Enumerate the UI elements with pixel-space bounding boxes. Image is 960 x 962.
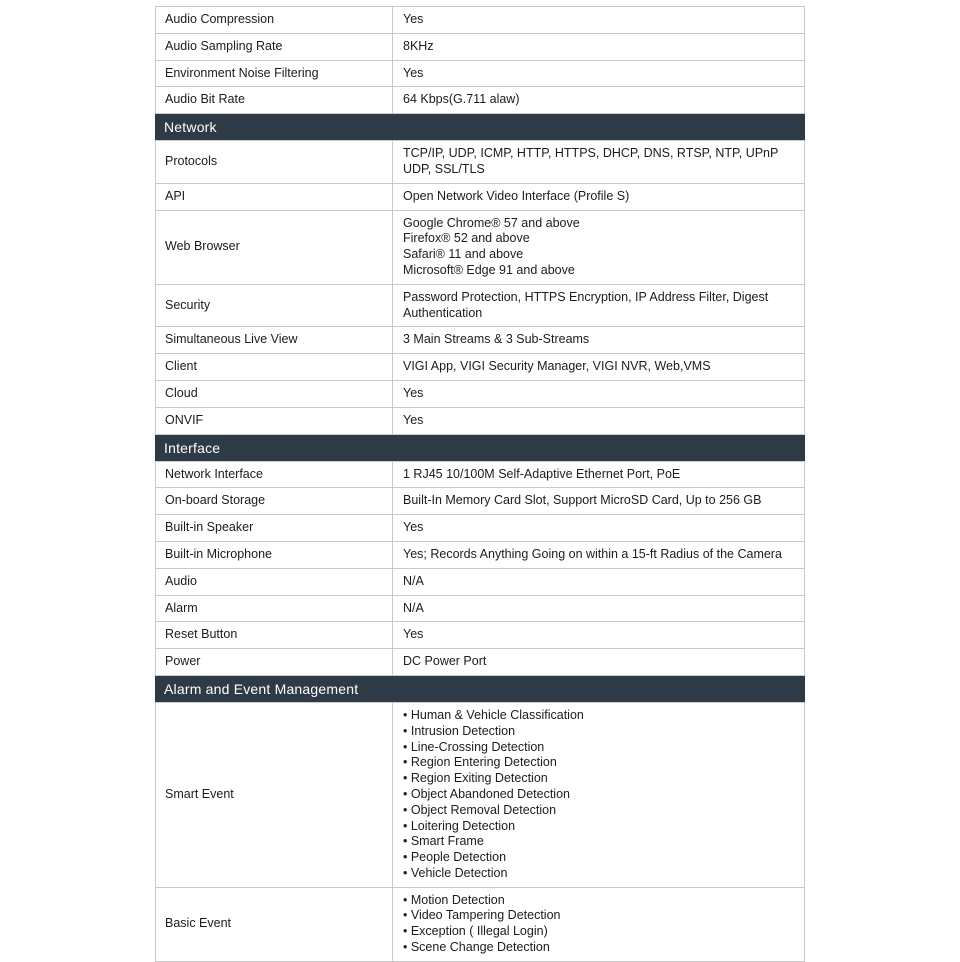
row-label: Reset Button xyxy=(156,622,393,648)
row-value: N/A xyxy=(403,600,424,615)
table-row xyxy=(155,621,805,649)
bullet-item: • Region Exiting Detection xyxy=(403,771,548,786)
table-row xyxy=(155,183,805,211)
row-value: 8KHz xyxy=(403,38,434,53)
bullet-item: • Vehicle Detection xyxy=(403,865,508,880)
row-label: Environment Noise Filtering xyxy=(156,61,393,87)
row-value: 3 Main Streams & 3 Sub-Streams xyxy=(403,332,590,347)
bullet-item: • People Detection xyxy=(403,850,507,865)
row-value: Yes xyxy=(403,12,424,26)
bullet-item: • Region Entering Detection xyxy=(403,755,557,770)
table-row xyxy=(155,33,805,61)
row-label: Network Interface xyxy=(156,462,393,488)
row-label: Audio xyxy=(156,569,393,595)
row-value: Yes; Records Anything Going on within a 15-ft Radius of the Camera xyxy=(403,546,782,561)
bullet-item: • Smart Frame xyxy=(403,834,484,849)
section-header: Interface xyxy=(155,435,805,461)
row-label: Smart Event xyxy=(156,703,393,887)
row-value: 64 Kbps(G.711 alaw) xyxy=(403,92,520,107)
row-value: Yes xyxy=(403,65,424,80)
row-value: Yes xyxy=(403,412,424,427)
table-row xyxy=(155,407,805,435)
spec-table xyxy=(155,6,805,962)
bullet-item: • Motion Detection xyxy=(403,892,505,907)
row-value: N/A xyxy=(403,573,424,588)
row-label: Protocols xyxy=(156,141,393,183)
row-value: 1 RJ45 10/100M Self-Adaptive Ethernet Port, PoE xyxy=(403,466,681,481)
bullet-item: • Loitering Detection xyxy=(403,818,516,833)
table-row xyxy=(155,487,805,515)
table-row xyxy=(155,6,805,34)
row-label: Audio Bit Rate xyxy=(156,87,393,113)
value-line: Microsoft® Edge 91 and above xyxy=(403,262,575,277)
row-value: Yes xyxy=(403,627,424,642)
table-row xyxy=(155,86,805,114)
row-value: TCP/IP, UDP, ICMP, HTTP, HTTPS, DHCP, DNS, RTSP, NTP, UPnP UDP, SSL/TLS xyxy=(403,146,779,176)
value-line: Google Chrome® 57 and above xyxy=(403,215,580,230)
bullet-item: • Intrusion Detection xyxy=(403,723,516,738)
row-value xyxy=(393,211,804,284)
row-label: Audio Sampling Rate xyxy=(156,34,393,60)
row-label: On-board Storage xyxy=(156,488,393,514)
table-row xyxy=(155,461,805,489)
row-value: VIGI App, VIGI Security Manager, VIGI NVR, Web,VMS xyxy=(403,359,711,374)
bullet-item: • Object Abandoned Detection xyxy=(403,786,570,801)
row-label: Built-in Speaker xyxy=(156,515,393,541)
table-row xyxy=(155,210,805,285)
row-value: Yes xyxy=(403,520,424,535)
bullet-item: • Scene Change Detection xyxy=(403,940,550,955)
section-header: Alarm and Event Management xyxy=(155,676,805,702)
value-line: Safari® 11 and above xyxy=(403,247,524,262)
row-label: Web Browser xyxy=(156,211,393,284)
row-label: Cloud xyxy=(156,381,393,407)
row-label: Audio Compression xyxy=(156,7,393,33)
row-value: Password Protection, HTTPS Encryption, IP Address Filter, Digest Authentication xyxy=(403,289,769,320)
bullet-item: • Line-Crossing Detection xyxy=(403,739,545,754)
table-row xyxy=(155,140,805,184)
table-row xyxy=(155,568,805,596)
table-row xyxy=(155,60,805,88)
row-value: Open Network Video Interface (Profile S) xyxy=(403,188,630,203)
table-row xyxy=(155,702,805,888)
table-row xyxy=(155,353,805,381)
table-row xyxy=(155,380,805,408)
table-row xyxy=(155,887,805,962)
row-label: Simultaneous Live View xyxy=(156,327,393,353)
table-row xyxy=(155,541,805,569)
table-row xyxy=(155,514,805,542)
bullet-item: • Video Tampering Detection xyxy=(403,908,561,923)
row-label: Security xyxy=(156,285,393,327)
value-line: Firefox® 52 and above xyxy=(403,231,530,246)
table-row xyxy=(155,595,805,623)
bullet-item: • Exception ( Illegal Login) xyxy=(403,924,548,939)
table-row xyxy=(155,326,805,354)
bullet-item: • Human & Vehicle Classification xyxy=(403,707,584,722)
row-label: Power xyxy=(156,649,393,675)
row-label: API xyxy=(156,184,393,210)
row-value xyxy=(393,888,804,961)
row-label: Client xyxy=(156,354,393,380)
row-label: Basic Event xyxy=(156,888,393,961)
table-row xyxy=(155,284,805,328)
row-value: Yes xyxy=(403,385,424,400)
row-label: ONVIF xyxy=(156,408,393,434)
row-value: Built-In Memory Card Slot, Support MicroSD Card, Up to 256 GB xyxy=(403,493,762,508)
row-label: Alarm xyxy=(156,596,393,622)
table-row xyxy=(155,648,805,676)
row-value: DC Power Port xyxy=(403,654,487,669)
section-header: Network xyxy=(155,114,805,140)
bullet-item: • Object Removal Detection xyxy=(403,802,557,817)
row-value xyxy=(393,703,804,887)
row-label: Built-in Microphone xyxy=(156,542,393,568)
